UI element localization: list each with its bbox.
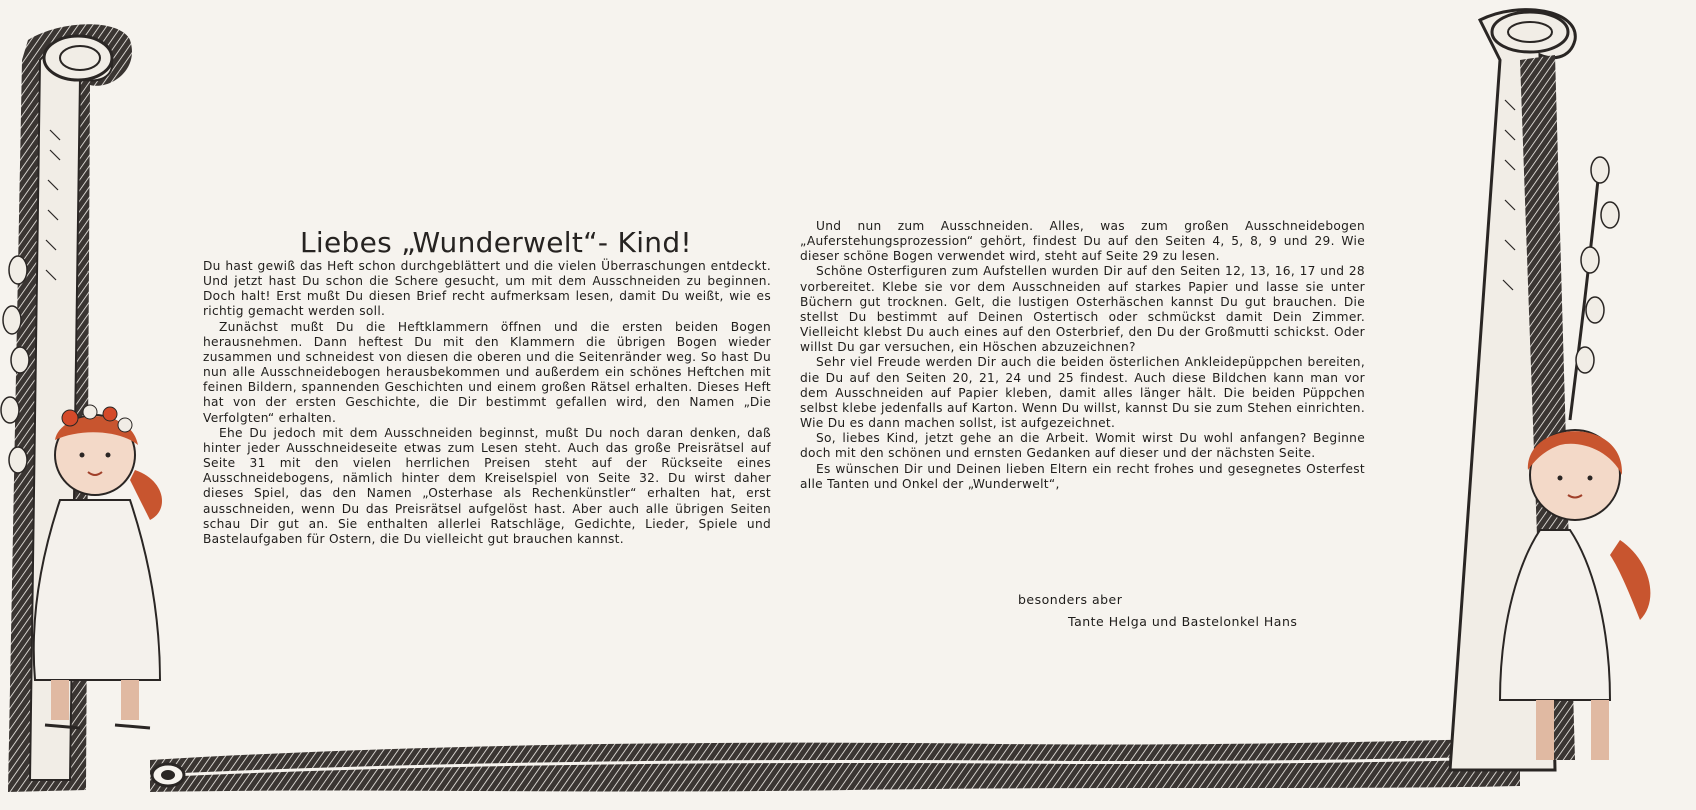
paragraph: Und nun zum Ausschneiden. Alles, was zum großen Ausschneidebogen „Auferstehungsprozession“ gehört, findest Du auf den Seiten 4, 5, 8, 9 und 29. Wie dieser schöne Bogen verwendet wird, steht auf Seite 29 zu lesen. <box>800 219 1365 264</box>
letter-right-column <box>800 219 1365 492</box>
right-willow-branch <box>1570 157 1619 420</box>
closing-line: besonders aber <box>1018 592 1123 607</box>
paragraph: Schöne Osterfiguren zum Aufstellen wurden Dir auf den Seiten 12, 13, 16, 17 und 28 vorbereitet. Klebe sie vor dem Ausschneiden auf starkes Papier und lasse sie unter Büchern gut trocknen. Gelt, die lustigen Osterhäschen kannst Du gut brauchen. Die stellst Du bestimmt auf Deinen Ostertisch oder schmückst damit Dein Zimmer. Vielleicht klebst Du auch eines auf den Osterbrief, den Du der Großmutti schickst. Oder willst Du gar versuchen, ein Höschen abzuzeichnen? <box>800 264 1365 355</box>
paragraph: Ehe Du jedoch mit dem Ausschneiden beginnst, mußt Du noch daran denken, daß hinter jeder Ausschneideseite etwas zum Lesen steht. Auch das große Preisrätsel auf Seite 31 mit den vielen herrlichen Preisen steht auf der Rückseite eines Ausschneidebogens, nämlich hinter dem Kreiselspiel von Seite 32. Du wirst daher dieses Spiel, das den Namen „Osterhase als Rechenkünstler“ erhalten hat, erst ausschneiden, wenn Du das Preisrätsel aufgelöst hast. Aber auch alle übrigen Seiten schau Dir gut an. Sie enthalten allerlei Ratschläge, Gedichte, Lieder, Spiele und Bastelaufgaben für Ostern, die Du vielleicht gut brauchen kannst. <box>203 425 771 546</box>
letter-title: Liebes „Wunderwelt“- Kind! <box>300 226 692 259</box>
paragraph: Zunächst mußt Du die Heftklammern öffnen und die ersten beiden Bogen herausnehmen. Dann heftest Du mit den Klammern die übrigen Bogen wieder zusammen und schneidest von diesen die oberen und die Seitenränder weg. So hast Du nun alle Ausschneidebogen herausbekommen und außerdem ein schönes Heftchen mit feinen Bildern, spannenden Geschichten und einem großen Rätsel erhalten. Dieses Heft hat von der ersten Geschichte, die Dir bestimmt gefallen wird, den Namen „Die Verfolgten“ erhalten. <box>203 319 771 425</box>
paragraph: Du hast gewiß das Heft schon durchgeblättert und die vielen Überraschungen entdeckt. Und jetzt hast Du schon die Schere gesucht, um mit dem Ausschneiden zu beginnen. Doch halt! Erst mußt Du diesen Brief recht aufmerksam lesen, damit Du weißt, wie es richtig gemacht werden soll. <box>203 259 771 319</box>
paragraph: So, liebes Kind, jetzt gehe an die Arbeit. Womit wirst Du wohl anfangen? Beginne doch mit den schönen und ernsten Gedanken auf dieser und der nächsten Seite. <box>800 431 1365 461</box>
paragraph: Es wünschen Dir und Deinen lieben Eltern ein recht frohes und gesegnetes Osterfest alle Tanten und Onkel der „Wunderwelt“, <box>800 461 1365 491</box>
paragraph: Sehr viel Freude werden Dir auch die beiden österlichen Ankleidepüppchen bereiten, die Du auf den Seiten 20, 21, 24 und 25 findest. Auch diese Bildchen kann man vor dem Ausschneiden auf Papier kleben, damit alles länger hält. Die beiden Püppchen selbst klebe jedenfalls auf Karton. Wenn Du willst, kannst Du sie zum Stehen einrichten. Wie Du es dann machen sollst, ist aufgezeichnet. <box>800 355 1365 431</box>
signature: Tante Helga und Bastelonkel Hans <box>1068 614 1298 629</box>
bottom-scroll-band <box>150 738 1520 792</box>
letter-left-column <box>203 259 771 547</box>
